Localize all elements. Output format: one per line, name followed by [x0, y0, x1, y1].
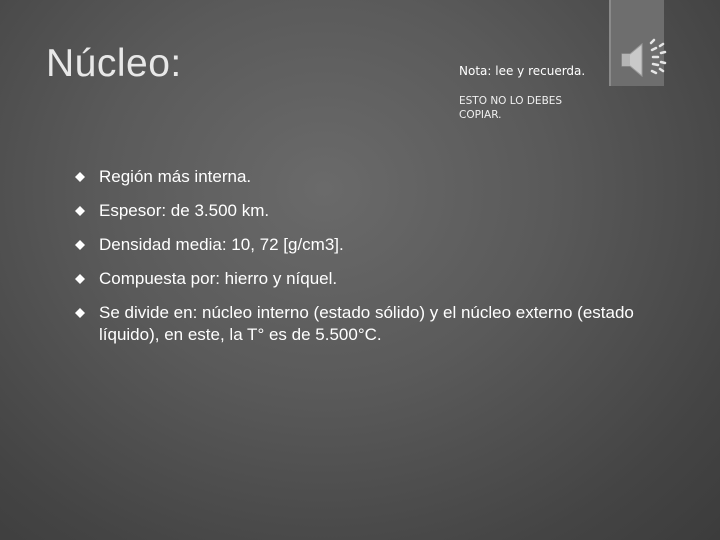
bullet-text: Densidad media: 10, 72 [g/cm3]. [99, 235, 344, 254]
speaker-icon[interactable] [618, 38, 668, 82]
bullet-item [75, 234, 635, 256]
bullet-item [75, 200, 635, 222]
bullet-item [75, 268, 635, 290]
bullet-item [75, 302, 635, 346]
slide-title: Núcleo: [46, 42, 182, 85]
bullet-text: Espesor: de 3.500 km. [99, 201, 270, 220]
diamond-bullet-icon [75, 240, 85, 250]
bullet-list [75, 166, 635, 358]
diamond-bullet-icon [75, 274, 85, 284]
note-text: Nota: lee y recuerda. [459, 64, 586, 78]
copy-warning-text: ESTO NO LO DEBES COPIAR. [459, 95, 563, 121]
bullet-item [75, 166, 635, 188]
diamond-bullet-icon [75, 308, 85, 318]
diamond-bullet-icon [75, 206, 85, 216]
bullet-text: Se divide en: núcleo interno (estado sólido) y el núcleo externo (estado líquido), en este, la T° es de 5.500°C. [99, 303, 634, 344]
diamond-bullet-icon [75, 172, 85, 182]
bullet-text: Región más interna. [99, 167, 252, 186]
bullet-text: Compuesta por: hierro y níquel. [99, 269, 338, 288]
